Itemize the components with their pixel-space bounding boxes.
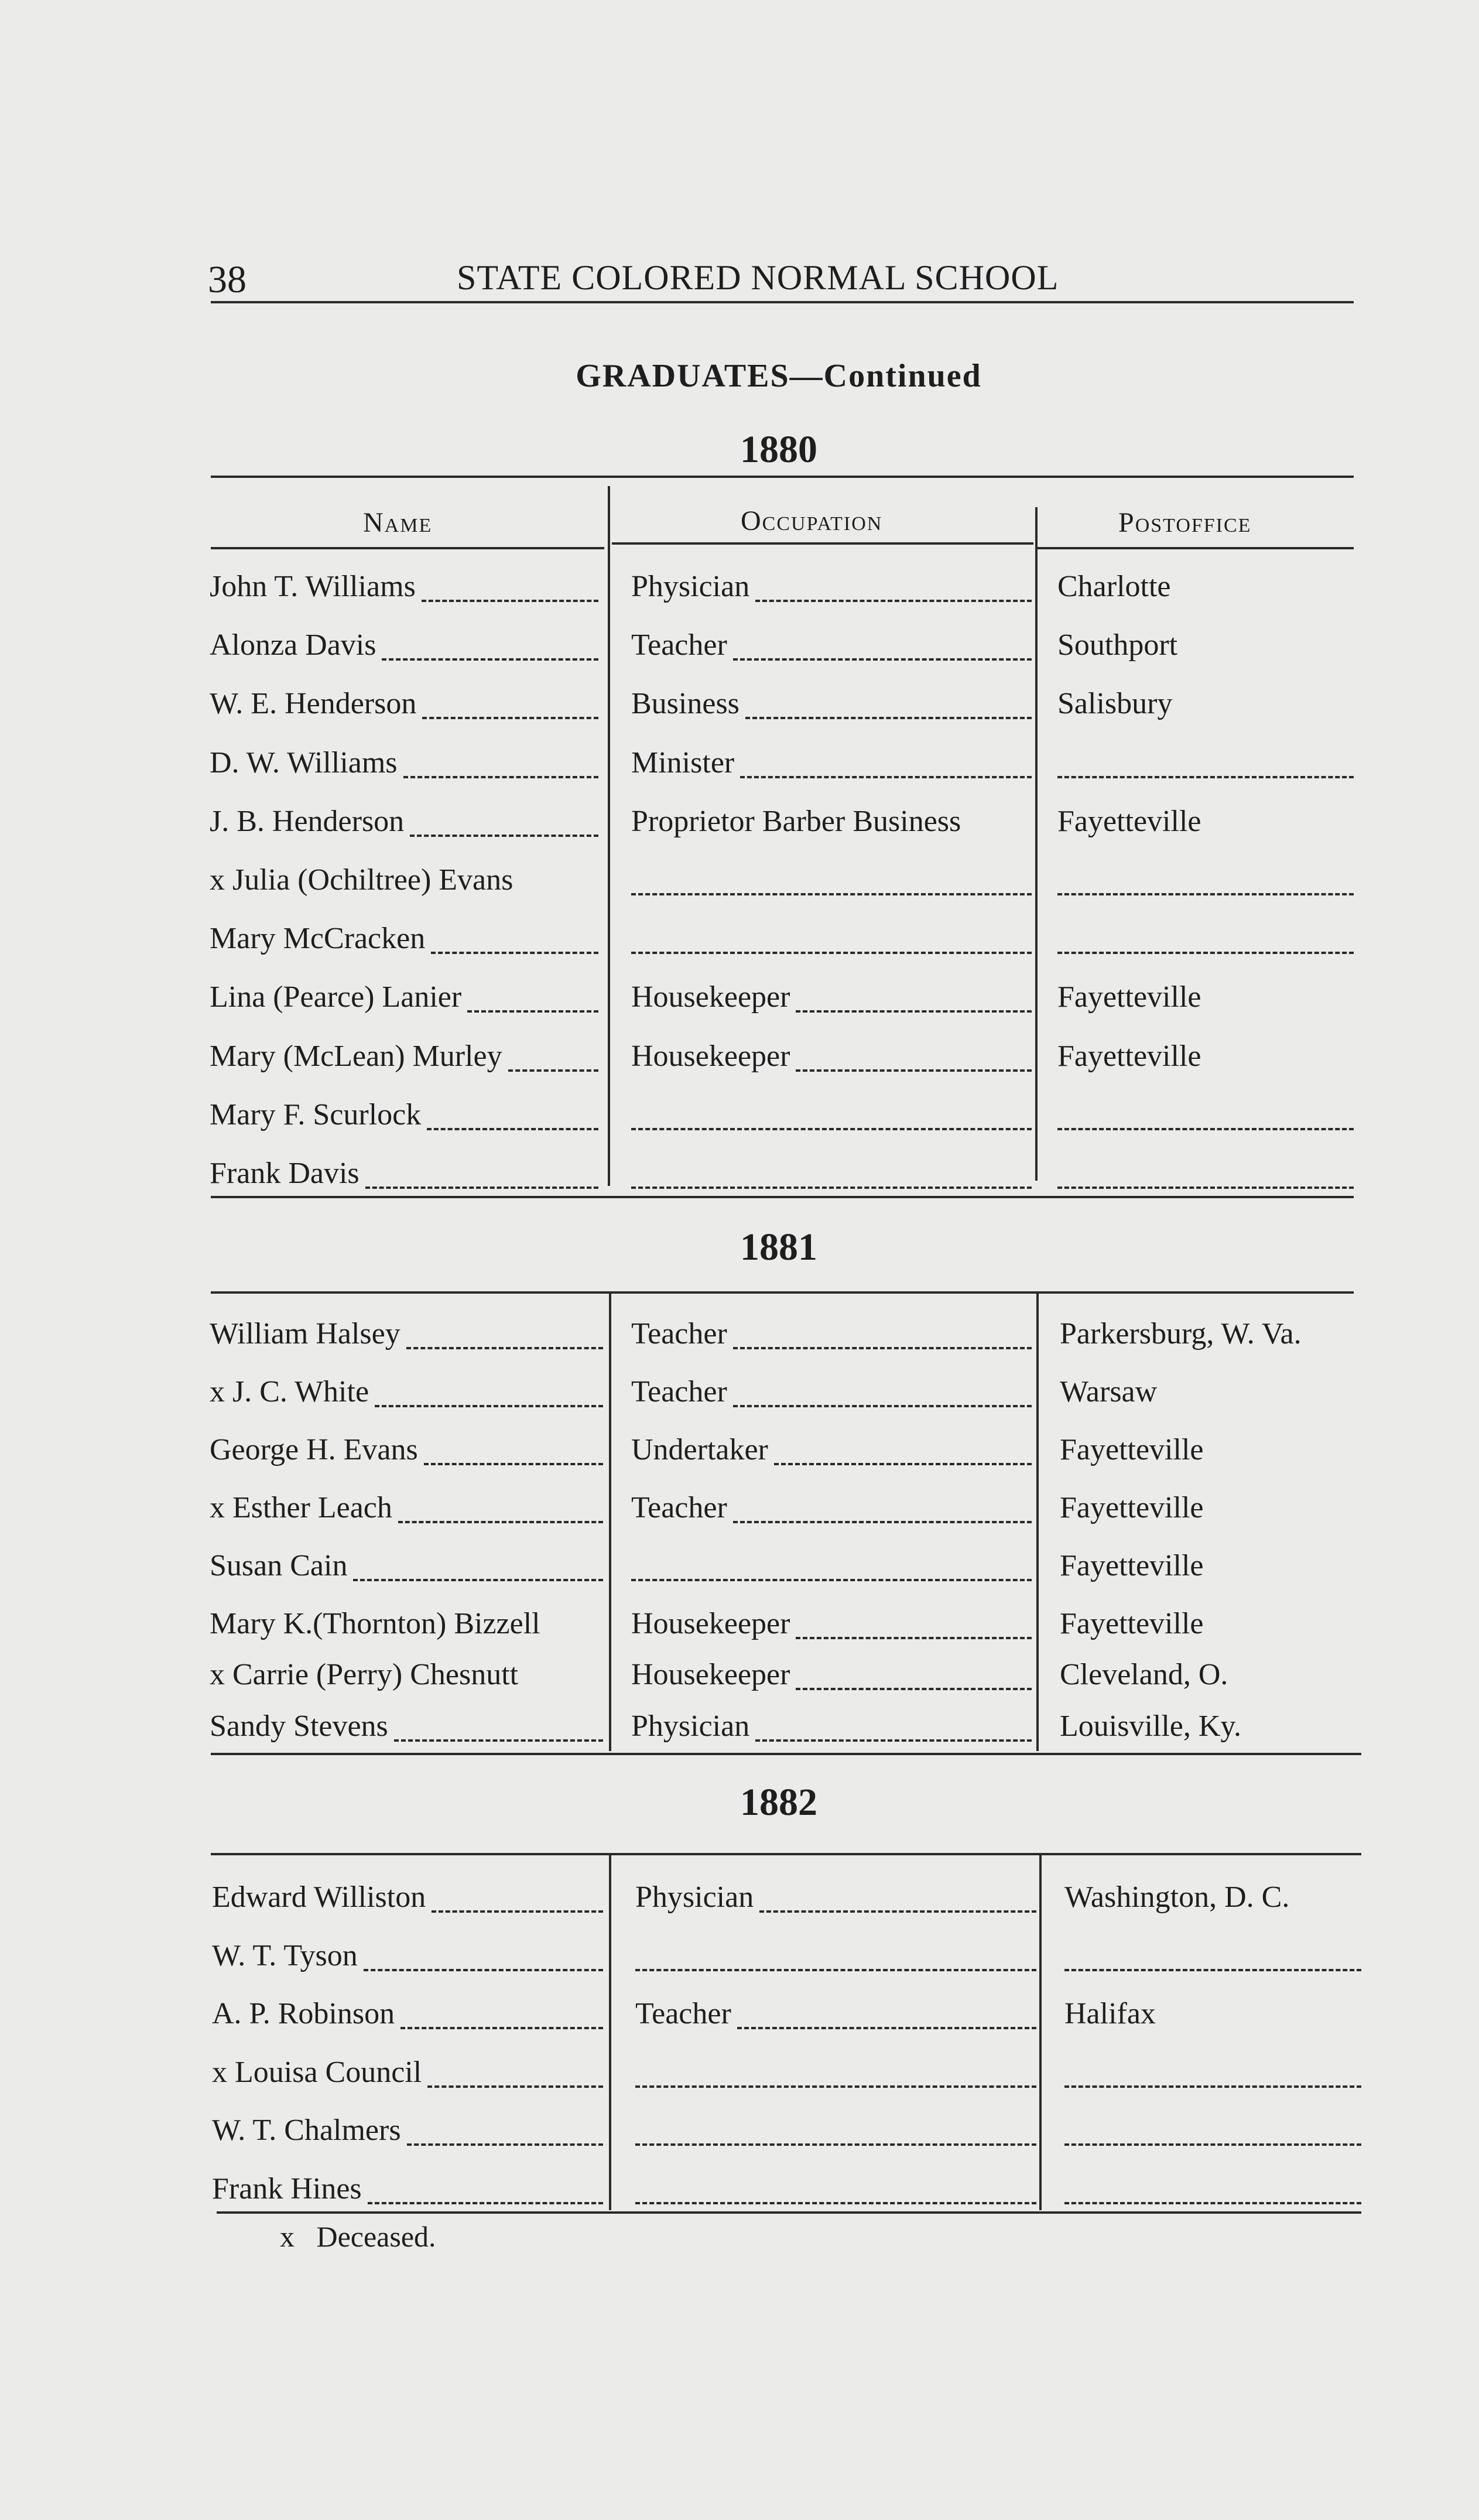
leader-dashes — [796, 1010, 1032, 1013]
leader-dashes — [774, 1463, 1032, 1465]
name-text: x Carrie (Perry) Chesnutt — [210, 1658, 519, 1691]
occupation-cell — [631, 1709, 1032, 1750]
occupation-cell — [631, 1317, 1032, 1358]
column-header-rule-postoffice — [1036, 547, 1354, 549]
column-header-postoffice: Postoffice — [1118, 507, 1252, 538]
name-cell — [210, 980, 598, 1021]
leader-dashes — [375, 1405, 603, 1407]
table-rule — [211, 476, 1354, 478]
leader-dashes — [427, 1128, 598, 1130]
name-text: x Julia (Ochiltree) Evans — [210, 863, 513, 897]
leader-dashes — [737, 2027, 1036, 2029]
occupation-cell — [631, 1156, 1032, 1197]
occupation-text: Housekeeper — [631, 1658, 790, 1691]
leader-dashes — [631, 1128, 1032, 1130]
occupation-text: Housekeeper — [631, 1607, 790, 1640]
leader-dashes — [422, 600, 598, 602]
leader-dashes — [394, 1739, 603, 1742]
name-text: A. P. Robinson — [212, 1997, 395, 2030]
column-header-rule-name — [211, 547, 604, 549]
name-text: x J. C. White — [210, 1375, 369, 1408]
name-text: x Esther Leach — [210, 1491, 392, 1524]
leader-dashes — [759, 1910, 1036, 1913]
name-cell — [212, 1996, 603, 2037]
year-heading-1882: 1882 — [740, 1781, 817, 1824]
occupation-text: Teacher — [631, 628, 727, 662]
occupation-cell — [631, 863, 1032, 904]
name-cell — [210, 1432, 603, 1473]
leader-dashes — [740, 776, 1032, 778]
leader-dashes — [406, 1347, 603, 1349]
column-divider — [1035, 507, 1038, 1181]
postoffice-cell — [1057, 804, 1354, 845]
section-subtitle: GRADUATES—Continued — [576, 358, 982, 394]
leader-dashes — [424, 1463, 603, 1465]
occupation-cell — [635, 1938, 1036, 1979]
occupation-text: Business — [631, 687, 739, 721]
name-text: Frank Davis — [210, 1157, 360, 1190]
postoffice-cell — [1060, 1490, 1364, 1531]
leader-dashes — [364, 1969, 603, 1971]
name-text: John T. Williams — [210, 570, 416, 603]
name-cell — [210, 1709, 603, 1750]
column-divider — [609, 1853, 611, 2210]
occupation-cell — [631, 746, 1032, 787]
occupation-cell — [631, 1490, 1032, 1531]
name-text: Edward Williston — [212, 1880, 426, 1914]
leader-dashes — [733, 1347, 1032, 1349]
postoffice-cell — [1060, 1317, 1364, 1358]
page-number: 38 — [208, 258, 246, 301]
leader-dashes — [733, 1405, 1032, 1407]
leader-dashes — [365, 1187, 598, 1189]
occupation-cell — [631, 1097, 1032, 1138]
occupation-text: Housekeeper — [631, 1039, 790, 1073]
name-cell — [210, 804, 598, 845]
name-text: Sandy Stevens — [210, 1709, 388, 1743]
leader-dashes — [1057, 952, 1354, 954]
postoffice-text: Fayetteville — [1057, 804, 1201, 838]
leader-dashes — [382, 658, 598, 661]
column-header-occupation: Occupation — [741, 505, 883, 536]
postoffice-cell — [1057, 980, 1354, 1021]
name-text: W. T. Chalmers — [212, 2114, 401, 2147]
column-divider — [609, 1291, 611, 1751]
name-cell — [210, 1606, 603, 1647]
postoffice-cell — [1060, 1606, 1364, 1647]
postoffice-cell — [1057, 746, 1354, 787]
name-text: Alonza Davis — [210, 628, 376, 662]
leader-dashes — [410, 835, 598, 837]
leader-dashes — [755, 600, 1032, 602]
column-header-rule-occupation — [612, 542, 1033, 545]
column-header-name: Name — [363, 507, 433, 538]
occupation-cell — [631, 980, 1032, 1021]
postoffice-cell — [1057, 863, 1354, 904]
postoffice-cell — [1064, 1996, 1361, 2037]
name-text: Mary McCracken — [210, 922, 426, 956]
name-text: W. E. Henderson — [210, 687, 417, 721]
leader-dashes — [467, 1010, 598, 1013]
postoffice-cell — [1064, 2113, 1361, 2154]
occupation-cell — [635, 1880, 1036, 1921]
name-cell — [210, 1039, 598, 1080]
leader-dashes — [635, 2085, 1036, 2088]
leader-dashes — [631, 893, 1032, 895]
name-text: Frank Hines — [212, 2172, 362, 2206]
leader-dashes — [400, 2027, 603, 2029]
occupation-cell — [631, 1432, 1032, 1473]
leader-dashes — [422, 717, 598, 719]
postoffice-text: Charlotte — [1057, 570, 1171, 603]
postoffice-cell — [1064, 2055, 1361, 2096]
name-cell — [210, 1156, 598, 1197]
occupation-cell — [631, 1548, 1032, 1589]
occupation-text: Physician — [631, 1709, 750, 1743]
leader-dashes — [796, 1637, 1032, 1639]
occupation-text: Teacher — [631, 1491, 727, 1524]
leader-dashes — [508, 1069, 598, 1072]
column-divider — [1036, 1291, 1039, 1751]
occupation-cell — [635, 2055, 1036, 2096]
name-cell — [210, 1490, 603, 1531]
occupation-text: Physician — [635, 1880, 754, 1914]
occupation-text: Teacher — [635, 1997, 731, 2030]
name-cell — [210, 569, 598, 610]
name-text: x Louisa Council — [212, 2055, 422, 2089]
year-heading-1881: 1881 — [740, 1226, 817, 1268]
postoffice-cell — [1060, 1709, 1364, 1750]
table-rule — [211, 1753, 1361, 1755]
name-cell — [210, 1317, 603, 1358]
leader-dashes — [368, 2202, 603, 2204]
name-text: Lina (Pearce) Lanier — [210, 980, 462, 1014]
leader-dashes — [733, 1521, 1032, 1523]
name-cell — [212, 2055, 603, 2096]
postoffice-cell — [1064, 1938, 1361, 1979]
occupation-cell — [635, 2113, 1036, 2154]
occupation-cell — [631, 804, 1032, 845]
occupation-cell — [631, 1606, 1032, 1647]
leader-dashes — [796, 1069, 1032, 1072]
leader-dashes — [635, 2202, 1036, 2204]
postoffice-cell — [1057, 921, 1354, 962]
name-text: George H. Evans — [210, 1433, 418, 1466]
footnote-deceased: x Deceased. — [280, 2220, 436, 2253]
name-cell — [210, 1374, 603, 1415]
occupation-cell — [631, 921, 1032, 962]
occupation-text: Teacher — [631, 1317, 727, 1350]
occupation-cell — [631, 1374, 1032, 1415]
postoffice-cell — [1057, 1039, 1354, 1080]
postoffice-cell — [1057, 569, 1354, 610]
name-cell — [210, 686, 598, 727]
leader-dashes — [796, 1688, 1032, 1690]
postoffice-text: Fayetteville — [1057, 1039, 1201, 1073]
occupation-cell — [631, 1657, 1032, 1698]
postoffice-cell — [1060, 1432, 1364, 1473]
name-cell — [212, 2113, 603, 2154]
running-title: STATE COLORED NORMAL SCHOOL — [457, 258, 1059, 297]
postoffice-text: Warsaw — [1060, 1375, 1158, 1408]
leader-dashes — [635, 1969, 1036, 1971]
leader-dashes — [631, 1579, 1032, 1581]
postoffice-text: Fayetteville — [1060, 1607, 1204, 1640]
leader-dashes — [631, 952, 1032, 954]
name-text: Mary F. Scurlock — [210, 1097, 422, 1131]
postoffice-text: Washington, D. C. — [1064, 1880, 1290, 1914]
postoffice-cell — [1060, 1548, 1364, 1589]
leader-dashes — [403, 776, 598, 778]
name-cell — [212, 1880, 603, 1921]
postoffice-cell — [1057, 1097, 1354, 1138]
leader-dashes — [1057, 1128, 1354, 1130]
postoffice-text: Fayetteville — [1060, 1491, 1204, 1524]
occupation-cell — [631, 628, 1032, 669]
postoffice-text: Fayetteville — [1057, 980, 1201, 1014]
table-rule — [211, 1853, 1361, 1855]
postoffice-text: Fayetteville — [1060, 1549, 1204, 1582]
name-cell — [210, 921, 598, 962]
name-cell — [212, 2172, 603, 2213]
name-text: D. W. Williams — [210, 746, 398, 779]
column-divider — [608, 486, 610, 1186]
header-rule — [211, 301, 1354, 303]
name-cell — [210, 1657, 603, 1698]
leader-dashes — [733, 658, 1032, 661]
leader-dashes — [1064, 1969, 1361, 1971]
leader-dashes — [745, 717, 1032, 719]
postoffice-text: Southport — [1057, 628, 1178, 662]
leader-dashes — [1057, 1187, 1354, 1189]
leader-dashes — [1064, 2202, 1361, 2204]
postoffice-cell — [1057, 628, 1354, 669]
name-cell — [210, 1548, 603, 1589]
name-text: William Halsey — [210, 1317, 400, 1350]
table-rule — [211, 1291, 1354, 1294]
leader-dashes — [427, 2085, 603, 2088]
occupation-text: Physician — [631, 570, 750, 603]
occupation-text: Minister — [631, 746, 735, 779]
postoffice-cell — [1057, 1156, 1354, 1197]
name-text: Mary (McLean) Murley — [210, 1039, 502, 1073]
leader-dashes — [398, 1521, 603, 1523]
occupation-cell — [635, 1996, 1036, 2037]
postoffice-cell — [1064, 2172, 1361, 2213]
postoffice-cell — [1060, 1374, 1364, 1415]
occupation-cell — [631, 686, 1032, 727]
occupation-cell — [631, 569, 1032, 610]
postoffice-text: Salisbury — [1057, 687, 1173, 721]
occupation-text: Undertaker — [631, 1433, 768, 1466]
postoffice-text: Parkersburg, W. Va. — [1060, 1317, 1302, 1350]
name-text: Mary K.(Thornton) Bizzell — [210, 1607, 540, 1640]
postoffice-text: Cleveland, O. — [1060, 1658, 1228, 1691]
name-cell — [210, 1097, 598, 1138]
occupation-cell — [635, 2172, 1036, 2213]
name-text: J. B. Henderson — [210, 804, 405, 838]
postoffice-cell — [1060, 1657, 1364, 1698]
leader-dashes — [1057, 776, 1354, 778]
leader-dashes — [1064, 2143, 1361, 2146]
occupation-text: Proprietor Barber Business — [631, 804, 961, 838]
leader-dashes — [432, 1910, 603, 1913]
leader-dashes — [431, 952, 598, 954]
name-cell — [210, 628, 598, 669]
year-heading-1880: 1880 — [740, 428, 817, 471]
postoffice-text: Louisville, Ky. — [1060, 1709, 1242, 1743]
column-divider — [1039, 1853, 1042, 2210]
occupation-cell — [631, 1039, 1032, 1080]
leader-dashes — [353, 1579, 603, 1581]
leader-dashes — [407, 2143, 603, 2146]
name-text: W. T. Tyson — [212, 1938, 358, 1972]
name-cell — [212, 1938, 603, 1979]
postoffice-text: Halifax — [1064, 1997, 1156, 2030]
postoffice-cell — [1057, 686, 1354, 727]
occupation-text: Teacher — [631, 1375, 727, 1408]
name-text: Susan Cain — [210, 1549, 348, 1582]
postoffice-text: Fayetteville — [1060, 1433, 1204, 1466]
leader-dashes — [635, 2143, 1036, 2146]
name-cell — [210, 746, 598, 787]
leader-dashes — [755, 1739, 1032, 1742]
occupation-text: Housekeeper — [631, 980, 790, 1014]
leader-dashes — [631, 1187, 1032, 1189]
leader-dashes — [1064, 2085, 1361, 2088]
postoffice-cell — [1064, 1880, 1361, 1921]
leader-dashes — [1057, 893, 1354, 895]
name-cell — [210, 863, 598, 904]
